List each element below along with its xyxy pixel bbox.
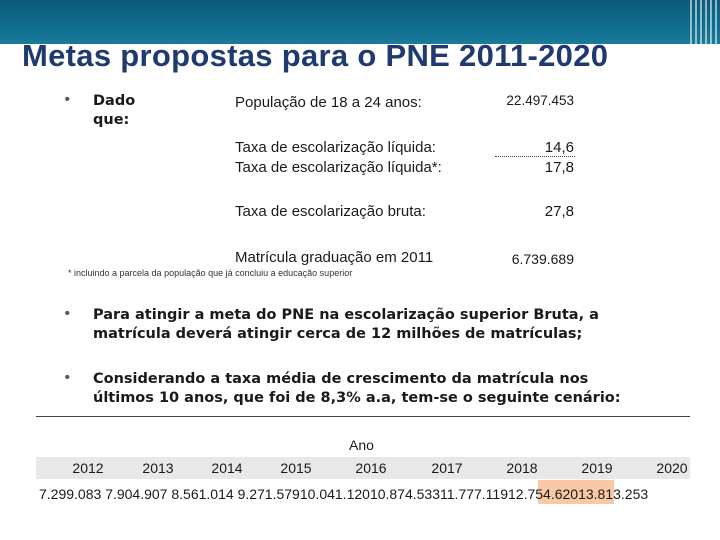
row-matricula-label: Matrícula graduação em 2011	[235, 249, 434, 266]
values-row	[39, 486, 648, 502]
year-cell: 2020	[656, 460, 688, 476]
year-cell: 2019	[581, 460, 613, 476]
dado-que-label: Dado que:	[93, 93, 136, 128]
row-liquida-value: 14,6	[544, 139, 574, 156]
footnote: * incluindo a parcela da população que já concluiu a educação superior	[68, 268, 353, 278]
year-cell: 2013	[142, 460, 174, 476]
bullet-dot: •	[63, 370, 72, 386]
slide-title: Metas propostas para o PNE 2011-2020	[22, 38, 609, 73]
value-cell: 13.813.253	[578, 486, 649, 502]
bullet-dot: •	[63, 306, 72, 322]
row-matricula-value: 6.739.689	[511, 251, 574, 267]
year-cell: 2014	[211, 460, 243, 476]
value-cell: 11.777.119	[440, 486, 509, 502]
row-populacao-label: População de 18 a 24 anos:	[235, 94, 422, 111]
value-cell-highlighted: 12.754.620	[508, 486, 579, 502]
row-bruta-label: Taxa de escolarização bruta:	[235, 203, 426, 220]
value-cell: 9.271.579	[237, 486, 300, 502]
value-cell: 7.904.907	[105, 486, 168, 502]
dotted-separator	[495, 156, 575, 157]
year-cell: 2017	[431, 460, 463, 476]
header-stripes	[690, 0, 720, 46]
bullet-line: Para atingir a meta do PNE na escolarização superior Bruta, a	[93, 307, 599, 323]
value-cell: 10.041.120	[299, 486, 370, 502]
bullet-line: matrícula deverá atingir cerca de 12 milhões de matrículas;	[93, 326, 583, 342]
value-cell: 7.299.083	[39, 486, 102, 502]
table-top-rule	[36, 416, 690, 417]
value-cell: 8.561.014	[171, 486, 234, 502]
year-cell: 2015	[280, 460, 312, 476]
value-cell: 10.874.533	[369, 486, 441, 502]
row-bruta-value: 27,8	[544, 203, 574, 220]
bullet-line: Considerando a taxa média de crescimento da matrícula nos	[93, 371, 589, 387]
row-populacao-value: 22.497.453	[506, 93, 574, 108]
row-liquida-label: Taxa de escolarização líquida:	[235, 139, 436, 156]
bullet-dot: •	[63, 92, 72, 108]
bullet-crescimento-text	[93, 370, 621, 408]
year-cell: 2016	[355, 460, 387, 476]
bullet-line: últimos 10 anos, que foi de 8,3% a.a, tem-se o seguinte cenário:	[93, 390, 621, 406]
bullet-meta-pne-text	[93, 306, 599, 344]
year-cell: 2018	[506, 460, 538, 476]
table-header-ano: Ano	[349, 437, 374, 453]
row-liquida-star-value: 17,8	[544, 159, 574, 176]
row-liquida-star-label: Taxa de escolarização líquida*:	[235, 159, 442, 176]
year-cell: 2012	[72, 460, 104, 476]
